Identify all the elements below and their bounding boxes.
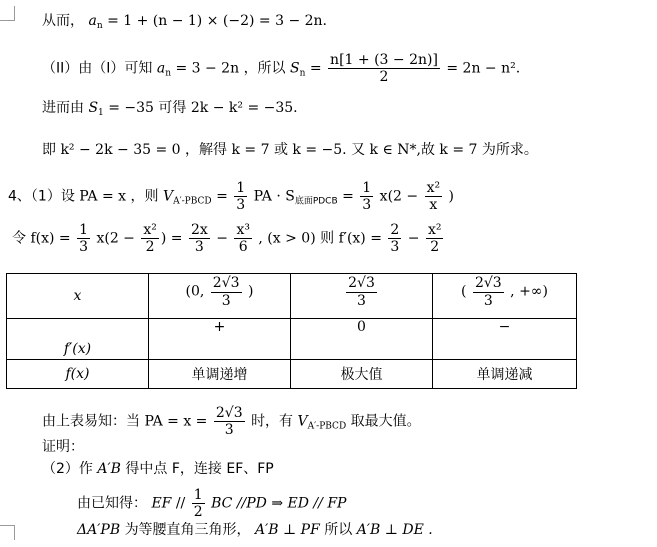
line4-mid: ，解得 [185, 142, 228, 158]
line5-mid2: x(2 − [379, 188, 419, 205]
line9-rest: 得中点 F，连接 EF、FP [125, 461, 274, 477]
line5-close: ) [448, 188, 455, 205]
line3-mid: 可得 [158, 100, 187, 116]
line4-condition: 又 k ∈ N*,故 k = 7 [351, 142, 478, 158]
table-row-derivative [7, 319, 577, 360]
solution-line-3: 进而由 $S_1 = -35$ 可得 2k − k² = −35. [42, 100, 298, 118]
line5-pa-s: PA · S [253, 188, 295, 205]
line7-eq: PA = x = [144, 413, 208, 430]
proof-heading: 证明： [42, 439, 84, 455]
line7-fraction: $\frac{2√3}{3}$ [215, 405, 243, 439]
fx-one-third: $\frac{1}{3}$ [79, 222, 89, 256]
base-area-subscript: 底面PDCB [294, 196, 338, 207]
line3-formula-b: 2k − k² = −35. [190, 100, 298, 116]
table-fprime-2: 0 [291, 319, 433, 360]
table-header-x: x [7, 274, 149, 319]
line6-fpx: f′(x) = [338, 230, 382, 247]
sn-fraction [328, 52, 440, 85]
line11-mid: 为等腰直角三角形， [124, 522, 251, 538]
line3-prefix: 进而由 [42, 100, 84, 116]
table-critical-point: $\frac{2√3}{3}$ [291, 274, 433, 319]
line7-suffix: 取最大值。 [350, 413, 421, 430]
line6-prefix: 令 [12, 230, 26, 247]
table-label-f: f(x) [7, 360, 149, 389]
solution-line-6: 令 f(x) = $\frac{1}{3}$ x(2 − $\frac{\text{x²}}{2}$ ) = $\frac{2x}{3}$ − $\frac{\text{x³}}{6}$ , (x > 0) 则 f′(x) = $\frac{2}{3}$ − $\frac{\text{x²}}{2}$ [12, 222, 442, 256]
table-f-3: 单调递减 [433, 360, 577, 389]
page-corner-mark-bottom [0, 525, 15, 540]
line10-prefix: 由已知得： [77, 495, 147, 512]
line4-solution-2: k = −5. [292, 142, 347, 158]
line9-ab: A′B [97, 461, 121, 477]
solution-line-7: 由上表易知：当 PA = x = $\frac{2√3}{3}$ 时，有 $V_{A'-PBCD}$ 取最大值。 [42, 405, 421, 439]
line7-prefix: 由上表易知：当 [42, 413, 140, 430]
page-corner-mark-top [0, 6, 15, 21]
line2-marker: （II）由（I）可知 [42, 60, 153, 77]
solution-line-4 [42, 143, 538, 157]
solution-line-10: 由已知得： EF // $\frac{1}{2}$ BC //PD ⇒ ED // FP [77, 487, 347, 521]
line6-mid: 则 [320, 230, 335, 247]
line11-tri: ΔA′PB [77, 522, 121, 538]
solution-line-5: 4、（1）设 PA = x ，则 $V_{A'-PBCD}$ = $\frac{1}{3}$ PA · $S_{底面PDCB}$ = $\frac{1}{3}$ x(2 − $\frac{\text{x²}}{x}$ ) [8, 180, 455, 214]
x2-over-2-fraction: $\frac{\text{x²}}{2}$ [143, 222, 157, 256]
line5-set: PA = x [79, 188, 127, 205]
line5-prefix: 4、（1）设 [8, 188, 75, 205]
solution-line-1: 从而， $a_n = 1 + (n - 1) \times (-2) = 3 - 2n$. [42, 13, 327, 31]
solution-line-2: （II）由（I）可知 $a_n = 3 - 2n$ ，所以 $S_n$ = $\frac{n[1 + (3 - 2n)]}{2}$ = 2n − n². [42, 52, 521, 86]
line1-formula: = 1 + (n − 1) × (−2) = 3 − 2n. [107, 13, 327, 29]
line3-formula-a: = −35 [108, 100, 154, 116]
one-third-fraction: $\frac{1}{3}$ [236, 180, 246, 214]
2x-over-3-fraction: $\frac{2x}{3}$ [190, 222, 208, 256]
line4-solution: k = 7 [231, 142, 270, 158]
line4-suffix: 为所求。 [481, 142, 538, 158]
solution-line-9 [42, 462, 274, 476]
line6-fx: f(x) = [30, 230, 71, 247]
2-over-3-fraction: $\frac{2}{3}$ [390, 222, 400, 256]
table-fprime-3: − [433, 319, 577, 360]
line9-prefix: （2）作 [42, 461, 93, 477]
table-row-x [7, 274, 577, 319]
line1-prefix: 从而， [42, 13, 84, 29]
sn-numerator: n[1 + (3 − 2n)] [330, 52, 438, 68]
line4-or: 或 [273, 142, 288, 158]
line2-comma: ，所以 [243, 60, 286, 77]
line10-pd: //PD ⇒ ED // FP [236, 495, 347, 512]
volume-subscript: A′-PBCD [173, 196, 212, 207]
line6-condition: , (x > 0) [258, 230, 316, 247]
table-interval-1: (0, $\frac{2√3}{3}$ ) [149, 274, 291, 319]
table-f-2: 极大值 [291, 360, 433, 389]
line7-mid: 时，有 [251, 413, 294, 430]
line11-so: 所以 [324, 522, 353, 538]
table-row-function [7, 360, 577, 389]
monotonicity-table [6, 273, 577, 389]
line2-formula-a: = 3 − 2n [175, 60, 240, 77]
table-f-1: 单调递增 [149, 360, 291, 389]
line4-equation: k² − 2k − 35 = 0 [60, 142, 181, 158]
line2-sn-tail: = 2n − n². [446, 60, 521, 77]
solution-line-11: ΔA′PB 为等腰直角三角形， A′B ⊥ PF 所以 A′B ⊥ DE . [77, 522, 433, 538]
table-interval-3: ( $\frac{2√3}{3}$ , +∞) [433, 274, 577, 319]
x2-over-2-fraction-b: $\frac{\text{x²}}{2}$ [427, 222, 442, 256]
x2-over-x-fraction: $\frac{\text{x²}}{x}$ [426, 180, 441, 214]
half-fraction: $\frac{1}{2}$ [193, 487, 203, 521]
x3-over-6-fraction: $\frac{\text{x³}}{6}$ [236, 222, 250, 256]
sn-denominator: 2 [379, 69, 389, 86]
line4-prefix: 即 [42, 142, 56, 158]
table-label-fprime: f′(x) [7, 319, 149, 360]
one-third-fraction-2: $\frac{1}{3}$ [362, 180, 372, 214]
table-fprime-1: + [149, 319, 291, 360]
line5-mid: ，则 [130, 188, 159, 205]
